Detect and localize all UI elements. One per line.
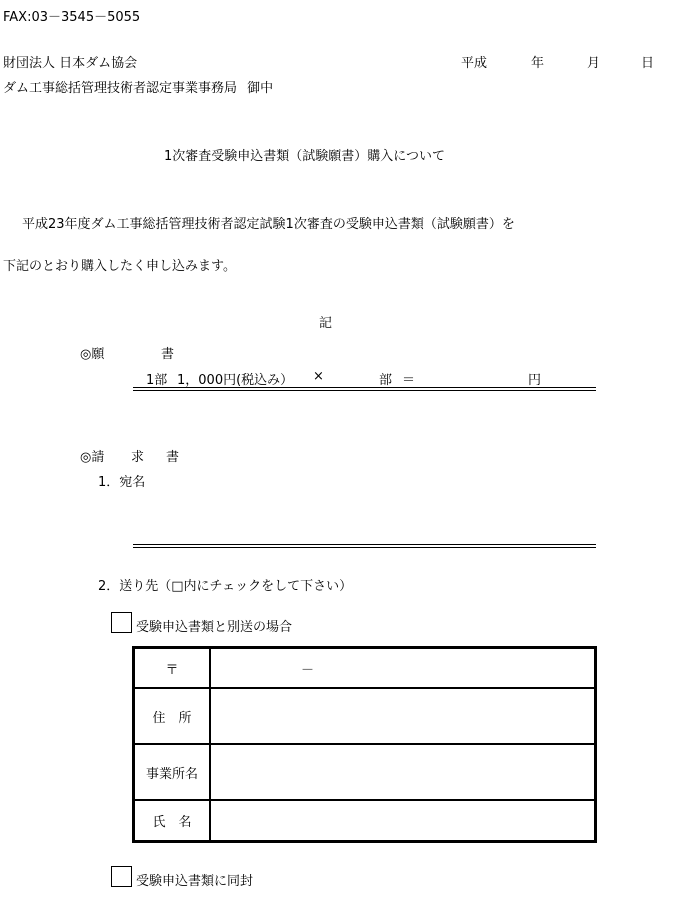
table-row <box>134 800 595 841</box>
fax-number: FAX:03－3545－5055 <box>3 10 141 25</box>
application-price: 1，000円(税込み） <box>177 373 294 388</box>
postal-field[interactable] <box>210 648 595 688</box>
separate-shipping-checkbox[interactable] <box>111 612 132 633</box>
address-field[interactable] <box>210 688 595 744</box>
address-table <box>132 646 597 843</box>
office-field[interactable] <box>210 744 595 800</box>
date-era: 平成 <box>461 56 488 71</box>
address-label: 住 所 <box>134 688 210 744</box>
ki-label: 記 <box>319 316 333 331</box>
application-underline <box>133 387 596 391</box>
invoice-heading-2: 求 <box>131 450 145 465</box>
table-row <box>134 648 595 688</box>
postal-dash: － <box>301 662 315 678</box>
separate-shipping-label: 受験申込書類と別送の場合 <box>136 620 293 635</box>
addressee-field-line[interactable] <box>133 544 596 548</box>
body-line-2: 下記のとおり購入したく申し込みます。 <box>3 259 236 274</box>
yen-label: 円 <box>528 373 542 388</box>
equals-symbol: ＝ <box>402 373 416 388</box>
organization-name: 財団法人 日本ダム協会 <box>3 56 138 71</box>
postal-label: 〒 <box>134 648 210 688</box>
times-symbol: × <box>313 369 324 384</box>
enclosed-checkbox[interactable] <box>111 866 132 887</box>
name-field[interactable] <box>210 800 595 841</box>
table-row <box>134 744 595 800</box>
invoice-heading: ◎請 <box>80 450 105 465</box>
application-heading-2: 書 <box>161 347 175 362</box>
honorific: 御中 <box>247 81 274 96</box>
office-label: 事業所名 <box>134 744 210 800</box>
destination-label: 2．送り先（□内にチェックをして下さい） <box>98 579 353 594</box>
application-heading: ◎願 <box>80 347 105 362</box>
invoice-heading-3: 書 <box>166 450 180 465</box>
date-month: 月 <box>587 56 601 71</box>
addressee-label: 1．宛名 <box>98 475 146 490</box>
document-title: 1次審査受験申込書類（試験願書）購入について <box>164 149 446 164</box>
department-name <box>3 77 273 96</box>
copies-label: 部 <box>379 373 393 388</box>
application-unit: 1部 <box>146 373 168 388</box>
date-year: 年 <box>531 56 545 71</box>
name-label: 氏 名 <box>134 800 210 841</box>
table-row <box>134 688 595 744</box>
date-day: 日 <box>641 56 655 71</box>
body-line-1: 平成23年度ダム工事総括管理技術者認定試験1次審査の受験申込書類（試験願書）を <box>22 217 515 232</box>
enclosed-label: 受験申込書類に同封 <box>136 874 254 889</box>
department-label: ダム工事総括管理技術者認定事業事務局 <box>3 81 238 96</box>
